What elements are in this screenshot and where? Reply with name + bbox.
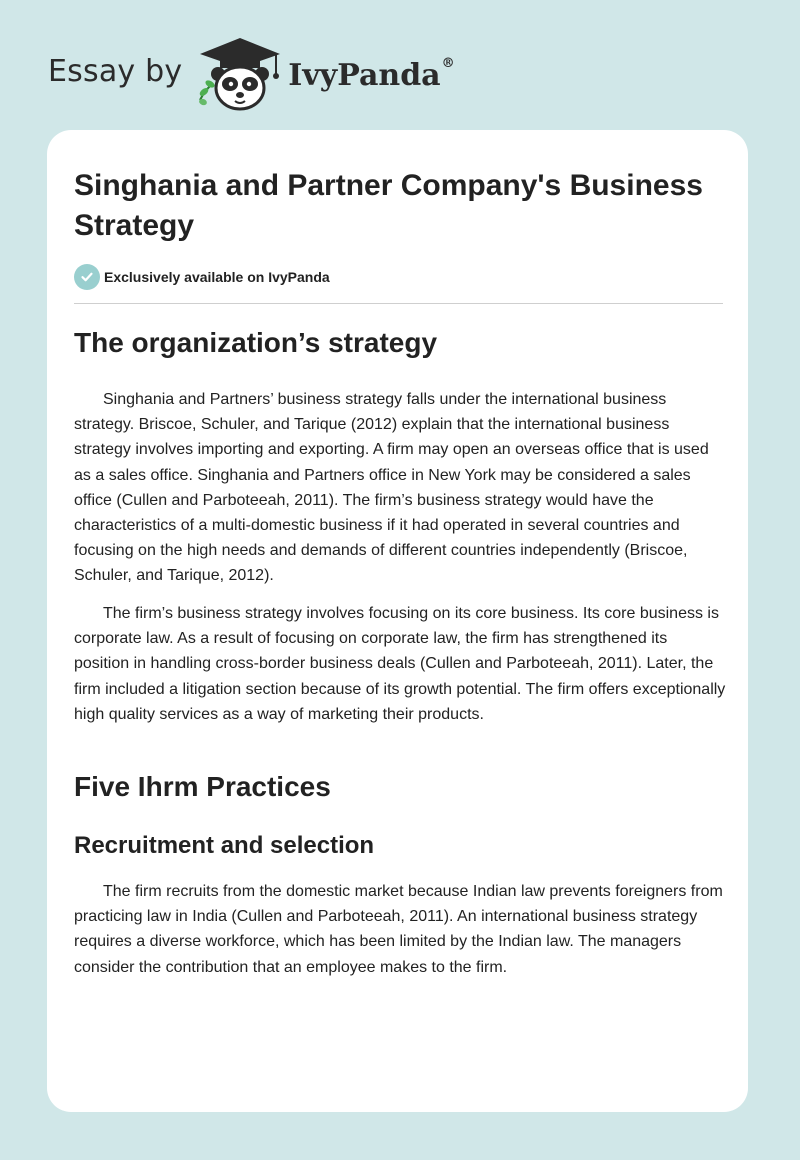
essay-title: Singhania and Partner Company's Business Strategy — [74, 169, 703, 242]
paragraph: Singhania and Partners’ business strategy falls under the international business strategy. Briscoe, Schuler, and Tarique (2012) explain that the international business strategy involves importing and exporting. A firm may open an overseas office that is used as a sales office. Singhania and Partners office in New York may be considered a sales office (Cullen and Parboteeah, 2011). The firm’s business strategy would have the characteristics of a multi-domestic business if it had operated in several countries and focusing on the high needs and demands of different countries independently (Briscoe, Schuler, and Tarique, 2012). — [74, 391, 709, 585]
brand-header[interactable] — [48, 34, 455, 114]
panda-graduate-icon — [196, 34, 284, 114]
divider — [74, 303, 723, 304]
section-heading-ihrm: Five Ihrm Practices — [74, 771, 331, 802]
exclusive-label: Exclusively available on IvyPanda — [104, 269, 330, 285]
exclusive-badge — [74, 264, 330, 290]
paragraph: The firm recruits from the domestic market because Indian law prevents foreigners from practicing law in India (Cullen and Parboteeah, 2011). An international business strategy requires a diverse workforce, which has been limited by the Indian law. The managers consider the contribution that an employee makes to the firm. — [74, 883, 723, 976]
paragraph: The firm’s business strategy involves focusing on its core business. Its core business is corporate law. As a result of focusing on corporate law, the firm has strengthened its position in handling cross-border business deals (Cullen and Parboteeah, 2011). Later, the firm included a litigation section because of its growth potential. The firm offers exceptionally high quality services as a way of marketing their products. — [74, 605, 726, 723]
subsection-heading-recruitment: Recruitment and selection — [74, 832, 375, 859]
section-heading-strategy: The organization’s strategy — [74, 327, 438, 358]
check-badge-icon — [74, 264, 100, 290]
brand-prefix: Essay by — [48, 53, 183, 89]
essay-card — [47, 130, 748, 1112]
brand-name: IvyPanda® — [288, 55, 455, 93]
